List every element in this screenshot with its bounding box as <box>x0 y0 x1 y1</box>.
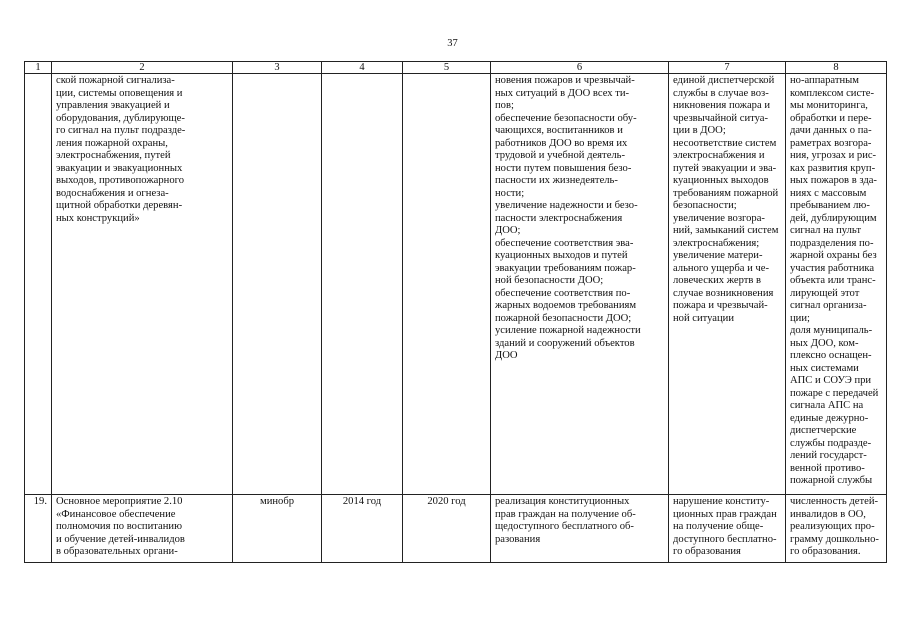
column-header: 6 <box>491 62 669 74</box>
column-header: 4 <box>322 62 403 74</box>
column-header: 1 <box>25 62 52 74</box>
column-header: 5 <box>403 62 491 74</box>
measure-name-cell: ской пожарной сигнализа- ции, системы оповещения и управления эвакуацией и оборудования, дублирующе- го сигнал на пульт подразде- ления пожарной охраны, электроснабжения, путей эвакуации и эвакуационных выходов, противопожарного водоснабжения и огнеза- щитной обработки деревян- ных конструкций» <box>52 74 233 495</box>
row-number-cell: 19. <box>25 495 52 563</box>
start-year-cell <box>322 74 403 495</box>
page-number: 37 <box>447 38 458 49</box>
measures-table <box>24 61 887 563</box>
start-year-cell: 2014 год <box>322 495 403 563</box>
indicator-cell: численность детей- инвалидов в ОО, реализующих про- грамму дошкольно- го образования. <box>786 495 887 563</box>
column-header: 2 <box>52 62 233 74</box>
expected-result-cell: реализация конституционных прав граждан на получение об- щедоступного бесплатного об- разования <box>491 495 669 563</box>
end-year-cell: 2020 год <box>403 495 491 563</box>
executor-cell: минобр <box>233 495 322 563</box>
consequences-cell: единой диспетчерской службы в случае воз- никновения пожара и чрезвычайной ситуа- ции в ДОО; несоответствие систем электроснабжения и путей эвакуации и эва- куационных выходов требованиям пожарной безопасности; увеличение возгора- ний, замыканий систем электроснабжения; увеличение матери- ального ущерба и че- ловеческих жертв в случае возникновения пожара и чрезвычай- ной ситуации <box>669 74 786 495</box>
indicator-cell: но-аппаратным комплексом систе- мы мониторинга, обработки и пере- дачи данных о па- раметрах возгора- ния, угрозах и рис- ках развития круп- ных пожаров в зда- ниях с массовым пребыванием лю- дей, дублирующим сигнал на пульт подразделения по- жарной охраны без участия работника объекта или транс- лирующей этот сигнал организа- ции; доля муниципаль- ных ДОО, ком- плексно оснащен- ных системами АПС и СОУЭ при пожаре с передачей сигнала АПС на единые дежурно- диспетчерские службы подразде- лений государст- венной противо- пожарной службы <box>786 74 887 495</box>
expected-result-cell: новения пожаров и чрезвычай- ных ситуаций в ДОО всех ти- пов; обеспечение безопасности обу- чающихся, воспитанников и работников ДОО во время их трудовой и учебной деятель- ности путем повышения безо- пасности их жизнедеятель- ности; увеличение надежности и безо- пасности электроснабжения ДОО; обеспечение соответствия эва- куационных выходов и путей эвакуации требованиям пожар- ной безопасности ДОО; обеспечение соответствия по- жарных водоемов требованиям пожарной безопасности ДОО; усиление пожарной надежности зданий и сооружений объектов ДОО <box>491 74 669 495</box>
consequences-cell: нарушение конститу- ционных прав граждан на получение обще- доступного бесплатно- го образования <box>669 495 786 563</box>
end-year-cell <box>403 74 491 495</box>
table-row <box>25 74 887 495</box>
measure-name-cell: Основное мероприятие 2.10 «Финансовое обеспечение полномочия по воспитанию и обучение детей-инвалидов в образовательных органи- <box>52 495 233 563</box>
row-number-cell <box>25 74 52 495</box>
table-row <box>25 495 887 563</box>
column-number-row <box>25 62 887 74</box>
executor-cell <box>233 74 322 495</box>
column-header: 8 <box>786 62 887 74</box>
column-header: 7 <box>669 62 786 74</box>
column-header: 3 <box>233 62 322 74</box>
